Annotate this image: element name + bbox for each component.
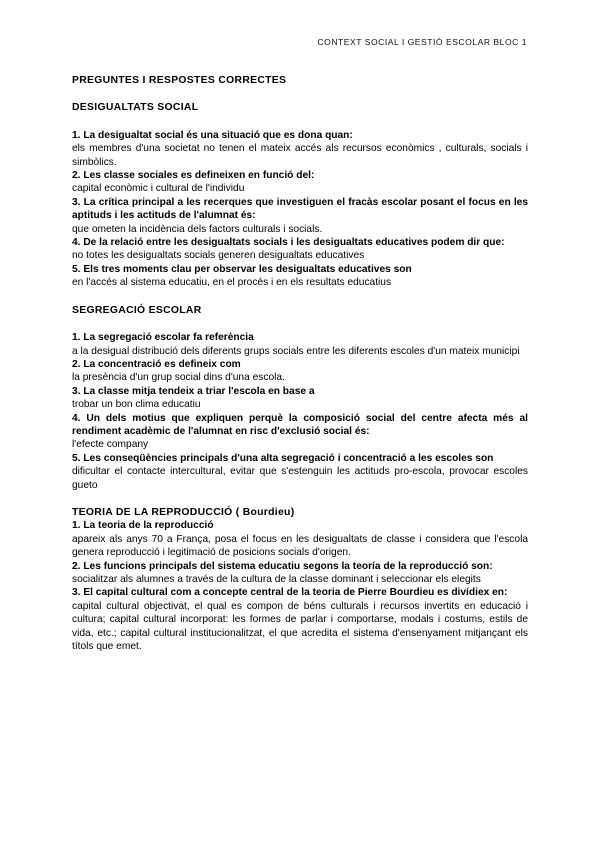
answer: socialitzar als alumnes a través de la cultura de la classe dominant i seleccionar els elegits bbox=[72, 574, 481, 585]
answer: no totes les desigualtats socials generen desigualtats educatives bbox=[72, 250, 365, 262]
question: 4. De la relació entre les desigualtats socials i les desigualtats educatives podem dir que: bbox=[72, 237, 505, 249]
question: 1. La desigualtat social és una situació que es dona quan: bbox=[72, 129, 353, 141]
question: 5. Els tres moments clau per observar les desigualtats educatives son bbox=[72, 263, 412, 275]
question: 3. El capital cultural com a concepte central de la teoria de Pierre Bourdieu es divídiex en: bbox=[72, 587, 508, 599]
answer: els membres d'una societat no tenen el mateix accés als recursos econòmics , culturals, socials i simbòlics. bbox=[72, 143, 528, 168]
answer: capital cultural objectivat, el qual es compon de béns culturals i recursos invertits en educació i cultura; capital cultural incorporat: les formes de parlar i comportarse, modals i costums, estils de vida, etc.; capital cultural institucionalitzat, el que acredita el sistema d'ensenyament mitjançant els títols que emet. bbox=[72, 600, 528, 653]
question: 3. La crítica principal a les recerques que investiguen el fracàs escolar posant el focus en les aptituds i les actituds de l'alumnat és: bbox=[72, 196, 528, 222]
section-title: DESIGUALTATS SOCIAL bbox=[72, 102, 199, 114]
document-body bbox=[72, 74, 528, 653]
answer: en l'accés al sistema educatiu, en el procés i en els resultats educatius bbox=[72, 277, 392, 289]
section-segregacio bbox=[72, 304, 528, 492]
document-title: PREGUNTES I RESPOSTES CORRECTES bbox=[72, 75, 287, 86]
question: 2. La concentració es defineix com bbox=[72, 358, 241, 370]
question: 4. Un dels motius que expliquen perquè la composició social del centre afecta més al rendiment acadèmic de l'alumnat en risc d'exclusió social és: bbox=[72, 412, 528, 437]
answer: l'efecte company bbox=[72, 439, 149, 451]
section-desigualtats bbox=[72, 101, 528, 289]
section-title: TEORIA DE LA REPRODUCCIÓ ( Bourdieu) bbox=[72, 506, 295, 518]
answer: a la desigual distribució dels diferents grups socials entre les diferents escoles d'un mateix municipi bbox=[72, 345, 520, 357]
answer: la presència d'un grup social dins d'una escola. bbox=[72, 372, 285, 384]
question: 3. La classe mitja tendeix a triar l'escola en base a bbox=[72, 385, 315, 397]
question: 1. La teoria de la reproducció bbox=[72, 520, 214, 532]
answer: trobar un bon clima educatiu bbox=[72, 399, 201, 411]
answer: dificultar el contacte intercultural, evitar que s'estenguin les actituds pro-escola, provocar escoles gueto bbox=[72, 466, 528, 491]
answer: capital econòmic i cultural de l'individu bbox=[72, 183, 245, 195]
running-header: CONTEXT SOCIAL I GESTIÓ ESCOLAR BLOC 1 bbox=[317, 37, 527, 47]
question: 1. La segregació escolar fa referència bbox=[72, 332, 254, 344]
question: 2. Les classe sociales es defineixen en funció del: bbox=[72, 170, 315, 182]
answer: apareix als anys 70 a França, posa el focus en les desigualtats de classe i considera que l'escola genera reproducció i legitimació de posicions socials d'origen. bbox=[72, 533, 528, 559]
answer: que ometen la incidència dels factors culturals i socials. bbox=[72, 223, 323, 235]
question: 2. Les funcions principals del sistema educatiu segons la teoría de la reproducció son: bbox=[72, 560, 493, 572]
section-title: SEGREGACIÓ ESCOLAR bbox=[72, 304, 202, 316]
question: 5. Les conseqüències principals d'una alta segregació i concentració a les escoles son bbox=[72, 452, 494, 464]
section-teoria-reproduccio bbox=[72, 506, 528, 653]
